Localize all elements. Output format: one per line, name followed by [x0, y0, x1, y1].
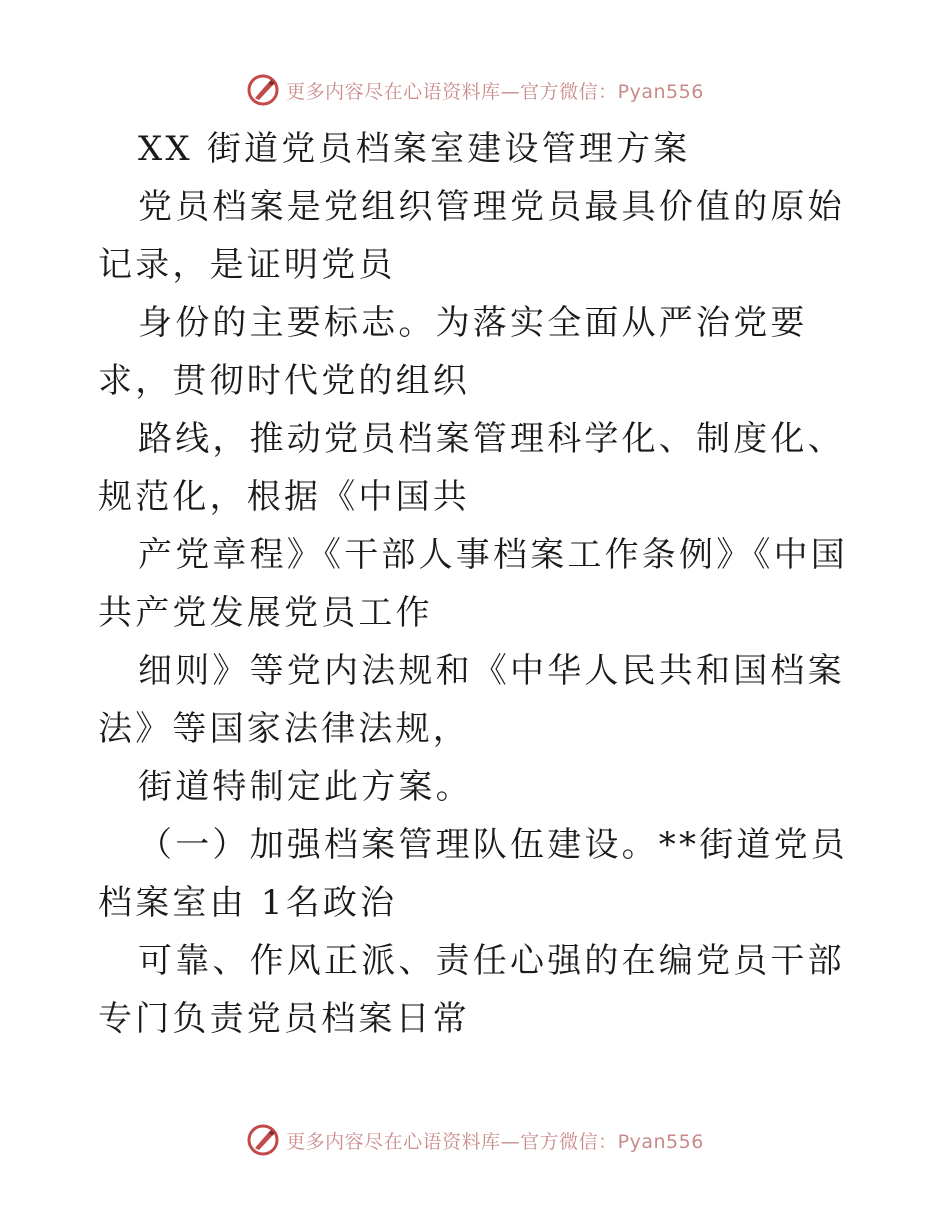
- document-body: [98, 120, 858, 1048]
- paragraph: （一）加强档案管理队伍建设。**街道党员档案室由 1名政治: [98, 825, 848, 923]
- paragraph: 产党章程》《干部人事档案工作条例》《中国共产党发展党员工作: [98, 535, 848, 633]
- paragraph: 细则》等党内法规和《中华人民共和国档案法》等国家法律法规，: [98, 651, 845, 749]
- pen-logo-icon: [246, 73, 280, 107]
- watermark-text: 更多内容尽在心语资料库—官方微信：Pyan556: [286, 80, 704, 103]
- paragraph: 身份的主要标志。为落实全面从严治党要求，贯彻时代党的组织: [98, 303, 808, 401]
- watermark-header: [0, 70, 950, 110]
- paragraph: 党员档案是党组织管理党员最具价值的原始记录，是证明党员: [98, 187, 845, 285]
- paragraph: 可靠、作风正派、责任心强的在编党员干部专门负责党员档案日常: [98, 941, 845, 1039]
- watermark-footer: [0, 1120, 950, 1160]
- paragraph: 路线，推动党员档案管理科学化、制度化、规范化，根据《中国共: [98, 419, 845, 517]
- pen-logo-icon: [246, 1123, 280, 1157]
- document-title: XX 街道党员档案室建设管理方案: [138, 129, 691, 169]
- paragraph: 街道特制定此方案。: [138, 767, 473, 807]
- watermark-text: 更多内容尽在心语资料库—官方微信：Pyan556: [286, 1130, 704, 1153]
